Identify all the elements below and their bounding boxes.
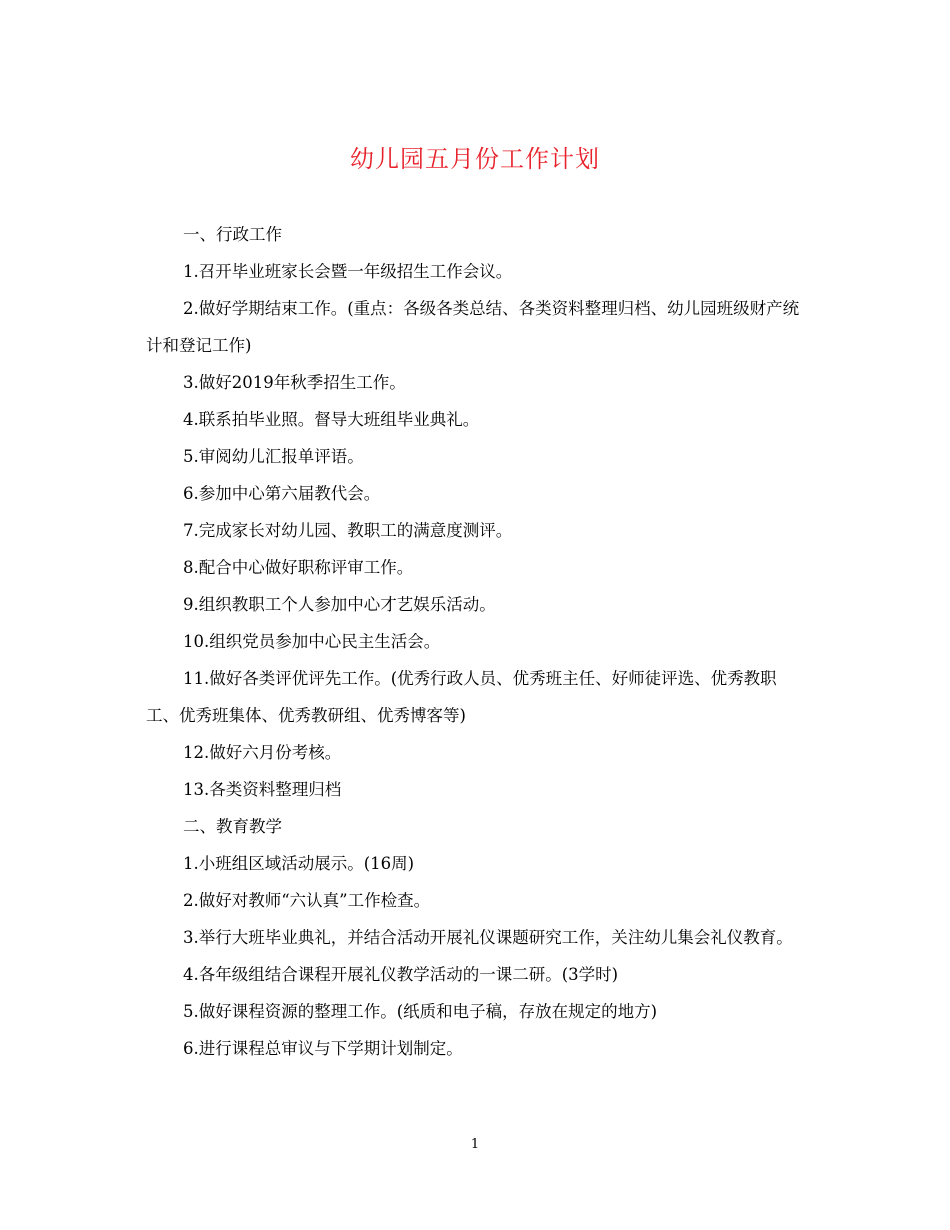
- list-item: 2.做好对教师“六认真”工作检查。: [183, 891, 431, 910]
- section-heading-teaching: 二、教育教学: [183, 817, 282, 836]
- list-item: 3.举行大班毕业典礼，并结合活动开展礼仪课题研究工作，关注幼儿集会礼仪教育。: [183, 928, 793, 947]
- list-item: 1.召开毕业班家长会暨一年级招生工作会议。: [183, 262, 513, 281]
- list-item: 4.各年级组结合课程开展礼仪教学活动的一课二研。(3学时): [183, 965, 619, 984]
- list-item: 4.联系拍毕业照。督导大班组毕业典礼。: [183, 410, 480, 429]
- list-item: 6.进行课程总审议与下学期计划制定。: [183, 1039, 463, 1058]
- list-item: 5.做好课程资源的整理工作。(纸质和电子稿，存放在规定的地方): [183, 1002, 658, 1021]
- list-item: 10.组织党员参加中心民主生活会。: [183, 632, 441, 651]
- list-item: 6.参加中心第六届教代会。: [183, 484, 381, 503]
- document-title: 幼儿园五月份工作计划: [350, 145, 600, 173]
- list-item: 1.小班组区域活动展示。(16周): [183, 854, 415, 873]
- section-heading-admin: 一、行政工作: [183, 225, 282, 244]
- list-item: 11.做好各类评优评先工作。(优秀行政人员、优秀班主任、好师徒评选、优秀教职工、优秀班集体、优秀教研组、优秀博客等): [146, 669, 777, 725]
- document-body: [146, 216, 806, 1067]
- list-item: 7.完成家长对幼儿园、教职工的满意度测评。: [183, 521, 513, 540]
- list-item: 13.各类资料整理归档: [183, 780, 342, 799]
- list-item: 12.做好六月份考核。: [183, 743, 342, 762]
- page-number: 1: [470, 1137, 480, 1152]
- list-item: 5.审阅幼儿汇报单评语。: [183, 447, 364, 466]
- list-item: 2.做好学期结束工作。(重点：各级各类总结、各类资料整理归档、幼儿园班级财产统计和登记工作): [146, 299, 800, 355]
- list-item: 9.组织教职工个人参加中心才艺娱乐活动。: [183, 595, 496, 614]
- list-item: 8.配合中心做好职称评审工作。: [183, 558, 414, 577]
- list-item: 3.做好2019年秋季招生工作。: [183, 373, 406, 392]
